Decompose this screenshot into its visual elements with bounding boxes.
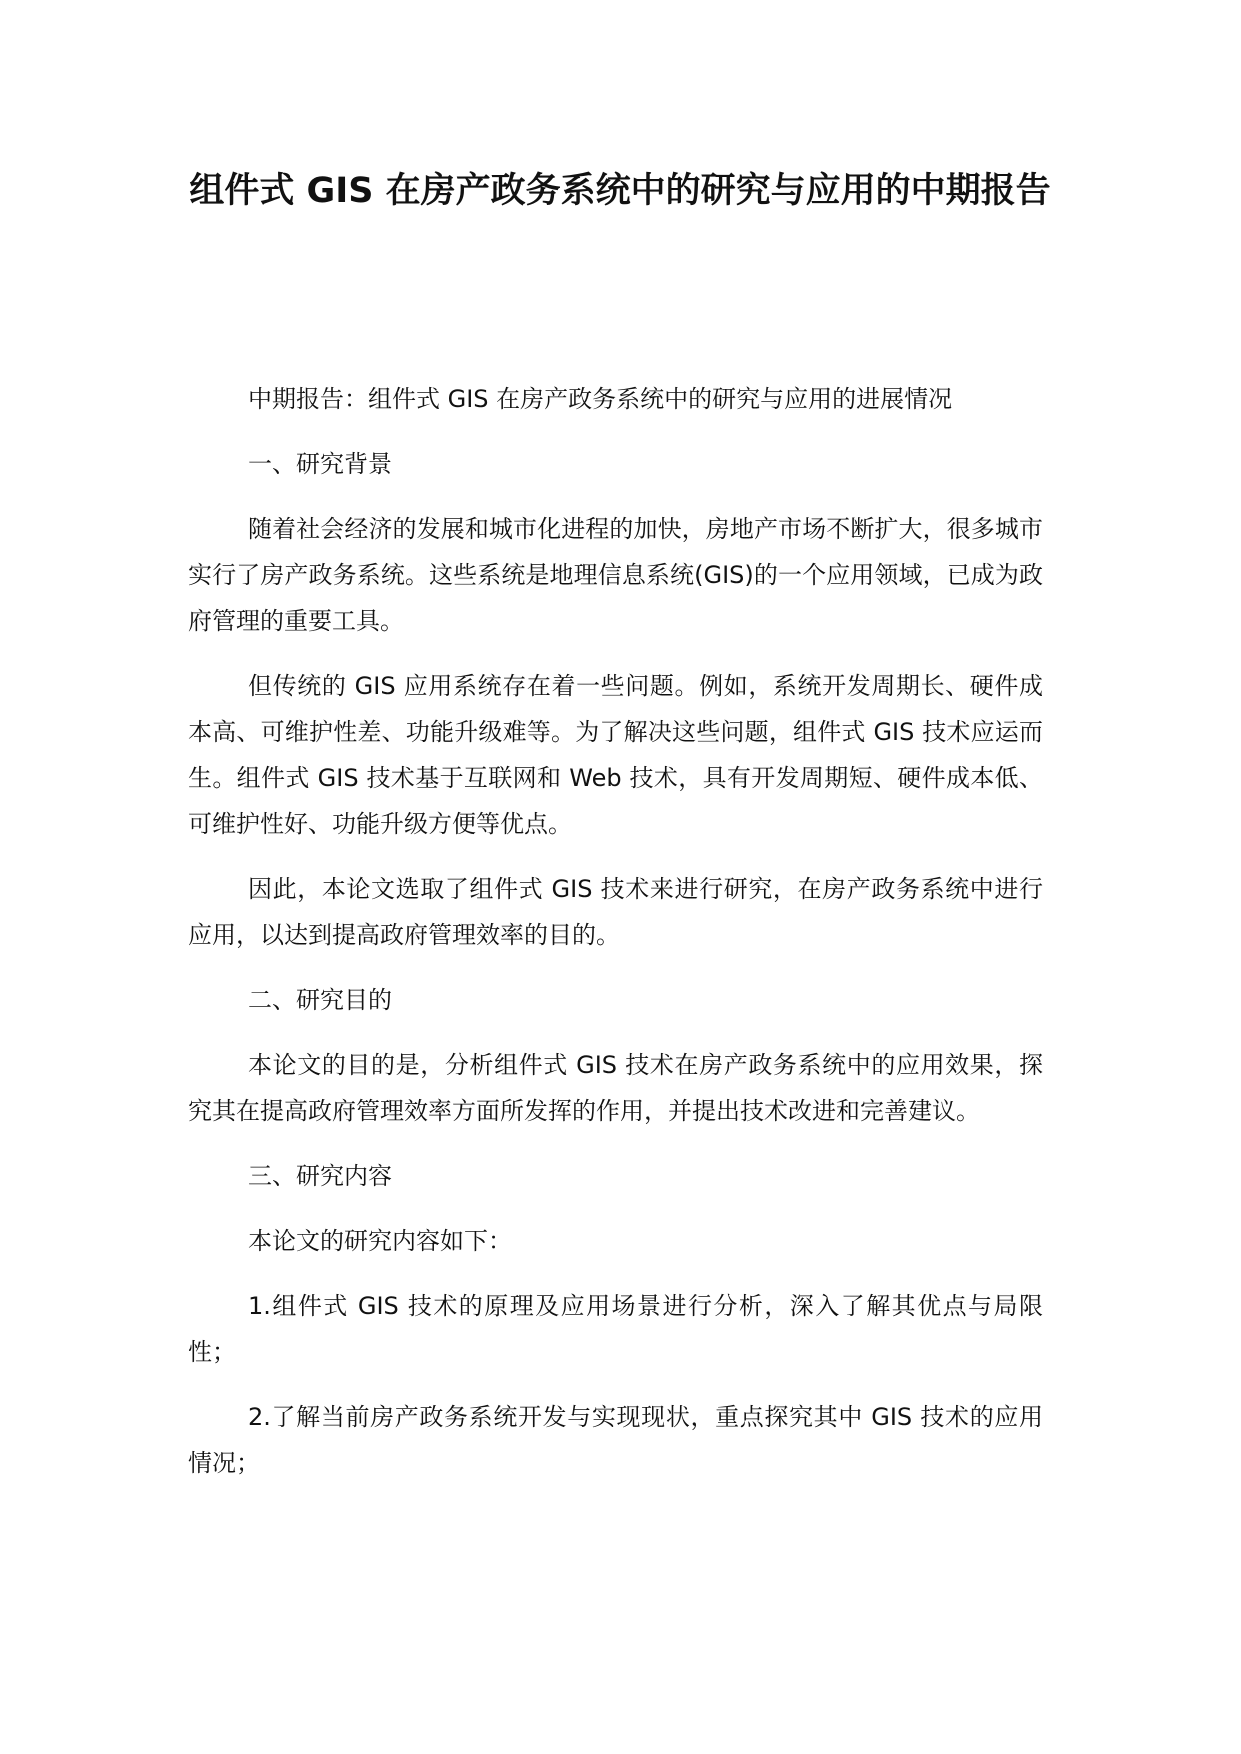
content-item-1: 1.组件式 GIS 技术的原理及应用场景进行分析，深入了解其优点与局限性； bbox=[188, 1292, 1043, 1366]
section-heading-purpose: 二、研究目的 bbox=[248, 986, 392, 1014]
content-intro-paragraph: 本论文的研究内容如下： bbox=[248, 1227, 512, 1255]
document-body bbox=[188, 376, 1043, 1505]
background-paragraph-2: 但传统的 GIS 应用系统存在着一些问题。例如，系统开发周期长、硬件成本高、可维护性差、功能升级难等。为了解决这些问题，组件式 GIS 技术应运而生。组件式 GIS 技术基于互联网和 Web 技术，具有开发周期短、硬件成本低、可维护性好、功能升级方便等优点。 bbox=[188, 672, 1043, 838]
purpose-paragraph: 本论文的目的是，分析组件式 GIS 技术在房产政务系统中的应用效果，探究其在提高政府管理效率方面所发挥的作用，并提出技术改进和完善建议。 bbox=[188, 1051, 1043, 1125]
background-paragraph-3: 因此，本论文选取了组件式 GIS 技术来进行研究，在房产政务系统中进行应用，以达到提高政府管理效率的目的。 bbox=[188, 875, 1043, 949]
background-paragraph-1: 随着社会经济的发展和城市化进程的加快，房地产市场不断扩大，很多城市实行了房产政务系统。这些系统是地理信息系统(GIS)的一个应用领域，已成为政府管理的重要工具。 bbox=[188, 515, 1043, 635]
content-item-2: 2.了解当前房产政务系统开发与实现现状，重点探究其中 GIS 技术的应用情况； bbox=[188, 1403, 1043, 1477]
report-intro-paragraph: 中期报告：组件式 GIS 在房产政务系统中的研究与应用的进展情况 bbox=[248, 385, 953, 413]
document-title: 组件式 GIS 在房产政务系统中的研究与应用的中期报告 bbox=[189, 171, 1051, 211]
section-heading-content: 三、研究内容 bbox=[248, 1162, 392, 1190]
section-heading-background: 一、研究背景 bbox=[248, 450, 392, 478]
